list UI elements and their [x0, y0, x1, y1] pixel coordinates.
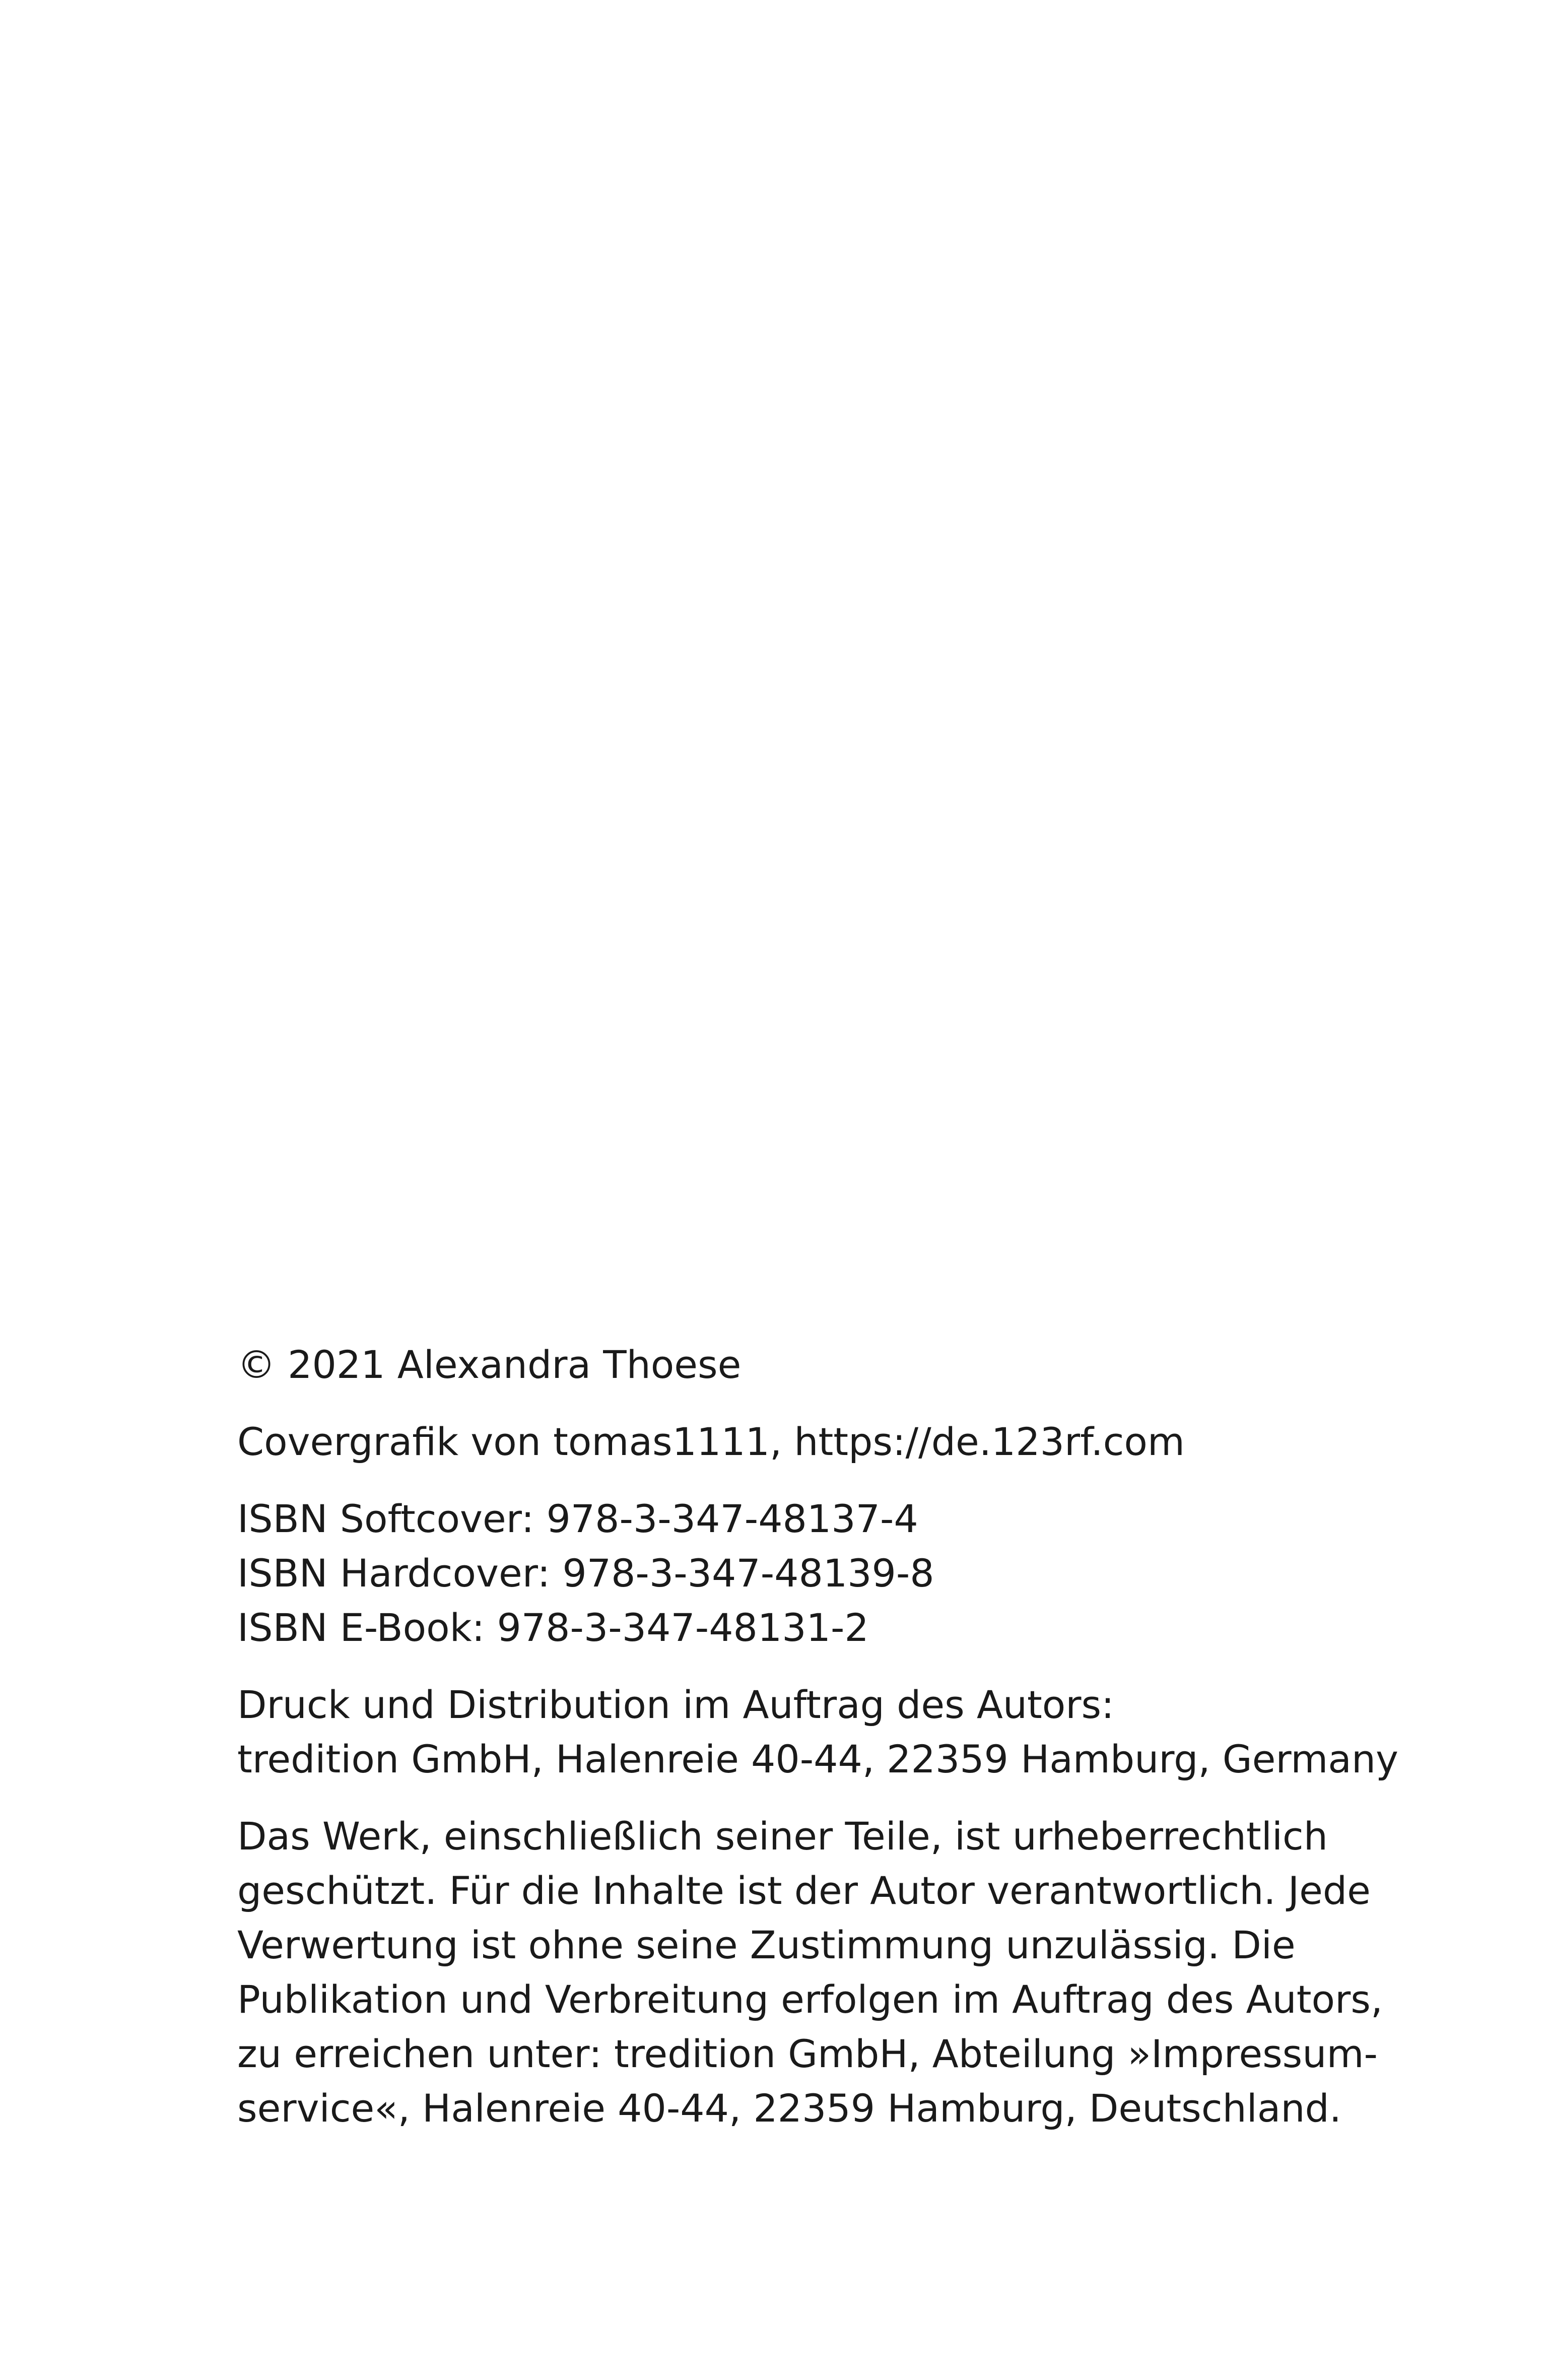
legal-line: Verwertung ist ohne seine Zustimmung unzulässig. Die: [237, 1923, 1296, 1967]
copyright-line: © 2021 Alexandra Thoese: [237, 1342, 742, 1387]
spacer: [237, 1392, 1396, 1415]
spacer: [237, 1655, 1396, 1678]
isbn-softcover: ISBN Softcover: 978-3-347-48137-4: [237, 1496, 918, 1541]
legal-line: service«, Halenreie 40-44, 22359 Hamburg, Deutschland.: [237, 2086, 1341, 2131]
spacer: [237, 1469, 1396, 1492]
imprint-block: [237, 1338, 1399, 2136]
publisher-address-line: tredition GmbH, Halenreie 40-44, 22359 Hamburg, Germany: [237, 1737, 1399, 1781]
isbn-block: [237, 1492, 1396, 1655]
distribution-line: Druck und Distribution im Auftrag des Autors:: [237, 1682, 1114, 1727]
distribution-block: [237, 1678, 1399, 1787]
legal-notice-block: [237, 1809, 1396, 2136]
legal-line: geschützt. Für die Inhalte ist der Autor verantwortlich. Jede: [237, 1868, 1371, 1913]
legal-line: Publikation und Verbreitung erfolgen im Auftrag des Autors,: [237, 1977, 1383, 2022]
isbn-hardcover: ISBN Hardcover: 978-3-347-48139-8: [237, 1551, 934, 1596]
isbn-ebook: ISBN E-Book: 978-3-347-48131-2: [237, 1605, 869, 1650]
spacer: [237, 1787, 1396, 1809]
legal-line: Das Werk, einschließlich seiner Teile, ist urheberrechtlich: [237, 1814, 1328, 1859]
cover-credit-line: Covergrafik von tomas1111, https://de.123rf.com: [237, 1419, 1185, 1464]
legal-line: zu erreichen unter: tredition GmbH, Abteilung »Impressum-: [237, 2031, 1378, 2076]
